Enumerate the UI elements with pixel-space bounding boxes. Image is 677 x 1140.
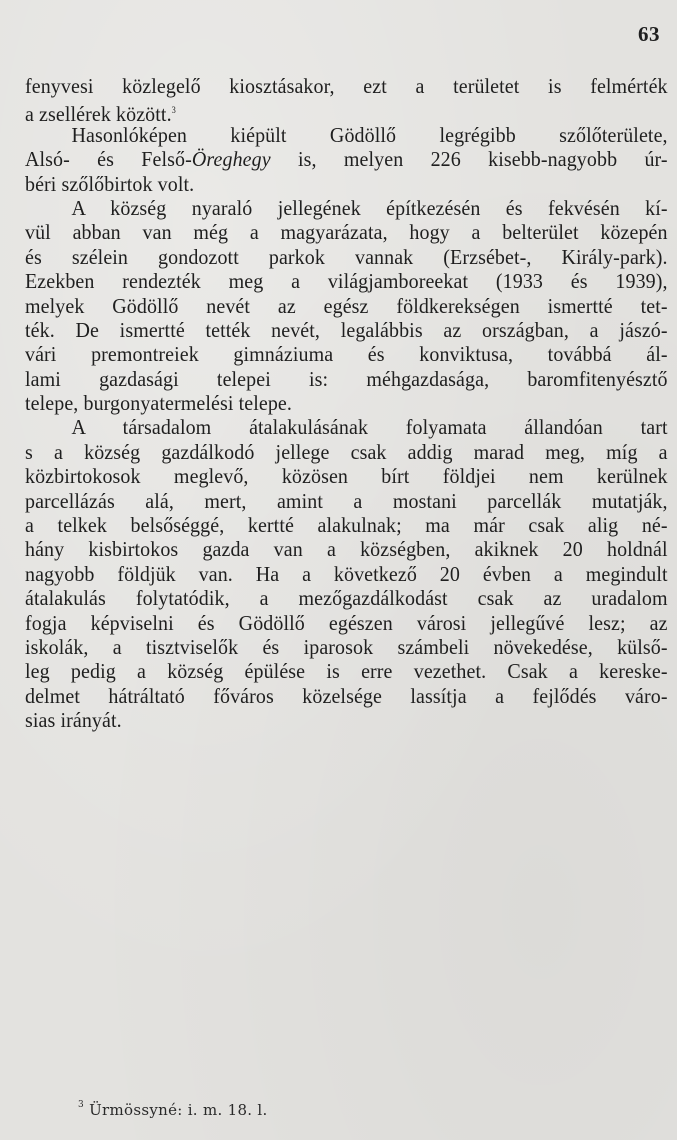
text-line: sias irányát. xyxy=(25,708,122,733)
text-line: hány kisbirtokos gazda van a községben, akiknek 20 holdnál xyxy=(25,537,668,562)
italic-place-name: Öreghegy xyxy=(191,147,271,172)
footnote-reference[interactable]: 3 xyxy=(171,105,176,116)
text-line: és szélein gondozott parkok vannak (Erzsébet-, Király-park). xyxy=(25,244,668,269)
text-line: Ezekben rendezték meg a világjamboreekat (1933 és 1939), xyxy=(25,269,668,294)
footnote-marker: 3 xyxy=(78,1100,85,1110)
text-line: vári premontreiek gimnáziuma és konviktusa, továbbá ál- xyxy=(25,342,668,367)
text-line: Hasonlóképen kiépült Gödöllő legrégibb szőlőterülete, xyxy=(71,122,668,147)
text-line: A társadalom átalakulásának folyamata állandóan tart xyxy=(71,415,668,440)
text-line: nagyobb földjük van. Ha a következő 20 évben a megindult xyxy=(25,561,668,586)
text-line: vül abban van még a magyarázata, hogy a belterület közepén xyxy=(25,220,668,245)
text-line: s a község gazdálkodó jellege csak addig marad meg, míg a xyxy=(25,439,668,464)
text-line: telepe, burgonyatermelési telepe. xyxy=(25,391,292,416)
text-line-content: Alsó- és Felső- xyxy=(25,147,192,172)
text-line-content: is, melyen 226 kisebb-nagyobb úr- xyxy=(270,147,668,172)
text-line: közbirtokosok meglevő, közösen bírt földjei nem kerülnek xyxy=(25,464,668,489)
text-line: iskolák, a tisztviselők és iparosok számbeli növekedése, külső- xyxy=(25,634,668,659)
text-line: ték. De ismertté tették nevét, legalábbis az országban, a jászó- xyxy=(25,317,668,342)
text-line: a telkek belsőséggé, kertté alakulnak; ma már csak alig né- xyxy=(25,513,668,538)
text-line xyxy=(25,147,668,171)
text-line xyxy=(25,98,668,127)
text-line: átalakulás folytatódik, a mezőgazdálkodást csak az uradalom xyxy=(25,586,668,611)
text-line: fogja képviselni és Gödöllő egészen városi jellegűvé lesz; az xyxy=(25,610,668,635)
footnote-text: Ürmössyné: i. m. 18. l. xyxy=(89,1101,268,1119)
text-line: lami gazdasági telepei is: méhgazdasága, baromfitenyésztő xyxy=(25,366,668,391)
text-line: béri szőlőbirtok volt. xyxy=(25,171,195,196)
footnote xyxy=(78,1100,268,1119)
text-line: A község nyaraló jellegének építkezésén és fekvésén kí- xyxy=(71,195,668,220)
text-line: delmet hátráltató főváros közelsége lassítja a fejlődés váro- xyxy=(25,683,668,708)
page-number: 63 xyxy=(638,22,660,46)
text-line: fenyvesi közlegelő kiosztásakor, ezt a területet is felmérték xyxy=(25,74,668,98)
body-text xyxy=(25,74,668,733)
text-line: leg pedig a község épülése is erre vezethet. Csak a kereske- xyxy=(25,659,668,684)
text-line-content: a zsellérek között. xyxy=(25,102,172,127)
text-line: parcellázás alá, mert, amint a mostani parcellák mutatják, xyxy=(25,488,668,513)
text-line: melyek Gödöllő nevét az egész földkerekségen ismertté tet- xyxy=(25,293,668,318)
